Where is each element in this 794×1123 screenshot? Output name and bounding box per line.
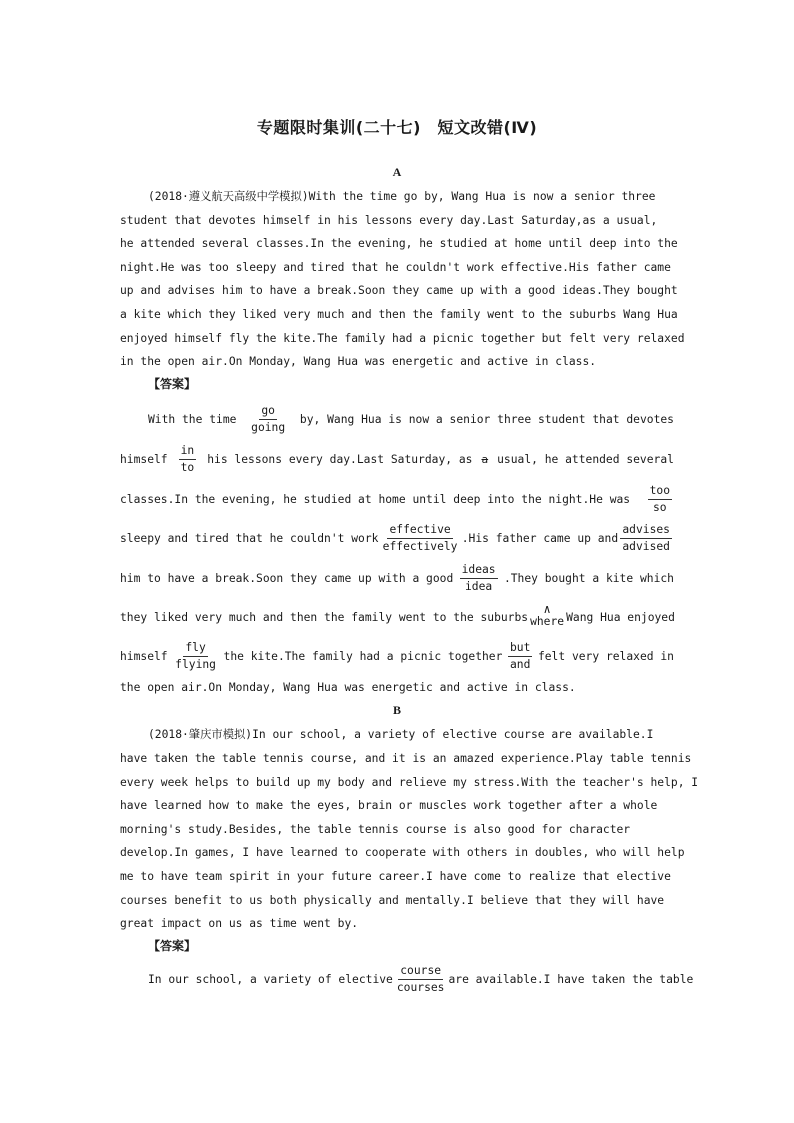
text-line: up and advises him to have a break.Soon they came up with a good ideas.They bought	[120, 283, 678, 297]
answer-text: classes.In the evening, he studied at home until deep into the night.He was	[120, 492, 631, 506]
correction-effective-effectively: $\frac{\text{effective}}{\text{effectively}}$	[382, 522, 458, 553]
answer-text: felt very relaxed in	[537, 649, 674, 663]
correction-go-going: $\frac{go}{\text{going}}$	[251, 403, 286, 434]
answer-line	[148, 404, 674, 434]
deleted-word-a: a	[481, 452, 489, 466]
answer-label-b: 【答案】	[148, 939, 197, 953]
answer-text: the kite.The family had a picnic together	[223, 649, 503, 663]
answer-text: .They bought a kite which	[503, 571, 674, 585]
section-b-label: B	[392, 703, 401, 717]
answer-text: him to have a break.Soon they came up with a good	[120, 571, 454, 585]
text-line: (2018·肇庆市模拟)In our school, a variety of elective course are available.I	[148, 728, 654, 741]
answer-line	[120, 484, 674, 514]
answer-text: himself	[120, 452, 168, 466]
answer-line	[120, 641, 674, 671]
answer-line	[120, 523, 674, 553]
answer-label-a: 【答案】	[148, 377, 197, 391]
text-line: night.He was too sleepy and tired that he couldn't work effective.His father came	[120, 260, 671, 274]
answer-text: by, Wang Hua is now a senior three student that devotes	[299, 412, 674, 426]
correction-too-so: $\frac{\text{too}}{so}$	[649, 483, 670, 514]
text-line: student that devotes himself in his lessons every day.Last Saturday,as a usual,	[120, 213, 658, 227]
insertion-where: ∧ where	[530, 602, 565, 628]
answer-text: Wang Hua enjoyed	[566, 610, 675, 624]
answer-line	[120, 444, 674, 474]
correction-in-to: $\frac{in}{to}$	[180, 443, 195, 474]
answer-text: sleepy and tired that he couldn't work	[120, 531, 379, 545]
text-line: (2018·遵义航天高级中学模拟)With the time go by, Wang Hua is now a senior three	[148, 190, 656, 203]
correction-ideas-idea: $\frac{\text{ideas}}{\text{idea}}$	[461, 562, 496, 593]
answer-text: they liked very much and then the family went to the suburbs	[120, 610, 529, 624]
answer-line: the open air.On Monday, Wang Hua was energetic and active in class.	[120, 680, 576, 694]
correction-advises-advised: $\frac{\text{advises}}{\text{advised}}$	[622, 522, 670, 553]
correction-but-and: $\frac{\text{but}}{\text{and}}$	[509, 640, 531, 671]
answer-line	[120, 602, 674, 632]
answer-text: his lessons every day.Last Saturday, as	[207, 452, 473, 466]
answer-text: .His father came up and	[461, 531, 619, 545]
text-line: in the open air.On Monday, Wang Hua was energetic and active in class.	[120, 354, 597, 368]
answer-text: usual, he attended several	[497, 452, 674, 466]
text-line: develop.In games, I have learned to cooperate with others in doubles, who will help	[120, 845, 685, 859]
text-line: every week helps to build up my body and relieve my stress.With the teacher's help, I	[120, 775, 699, 789]
text-line: a kite which they liked very much and then the family went to the suburbs Wang Hua	[120, 307, 678, 321]
correction-course-courses: $\frac{\text{course}}{\text{courses}}$	[396, 963, 445, 994]
answer-line	[148, 963, 694, 994]
answer-text: are available.I have taken the table	[448, 972, 694, 986]
answer-line	[120, 563, 674, 593]
text-line: have learned how to make the eyes, brain or muscles work together after a whole	[120, 798, 658, 812]
answer-text: In our school, a variety of elective	[148, 972, 393, 986]
text-line: great impact on us as time went by.	[120, 916, 359, 930]
correction-fly-flying: $\frac{\text{fly}}{\text{flying}}$	[175, 640, 216, 671]
text-line: he attended several classes.In the evening, he studied at home until deep into the	[120, 236, 678, 250]
section-a-label: A	[392, 165, 402, 179]
text-line: have taken the table tennis course, and it is an amazed experience.Play table tennis	[120, 751, 692, 765]
text-line: enjoyed himself fly the kite.The family had a picnic together but felt very relaxed	[120, 331, 685, 345]
text-line: courses benefit to us both physically and mentally.I believe that they will have	[120, 893, 665, 907]
text-line: me to have team spirit in your future career.I have come to realize that elective	[120, 869, 671, 883]
answer-text: himself	[120, 649, 168, 663]
answer-text: With the time	[148, 412, 237, 426]
text-line: morning's study.Besides, the table tennis course is also good for character	[120, 822, 631, 836]
page-title: 专题限时集训(二十七) 短文改错(Ⅳ)	[256, 118, 538, 137]
